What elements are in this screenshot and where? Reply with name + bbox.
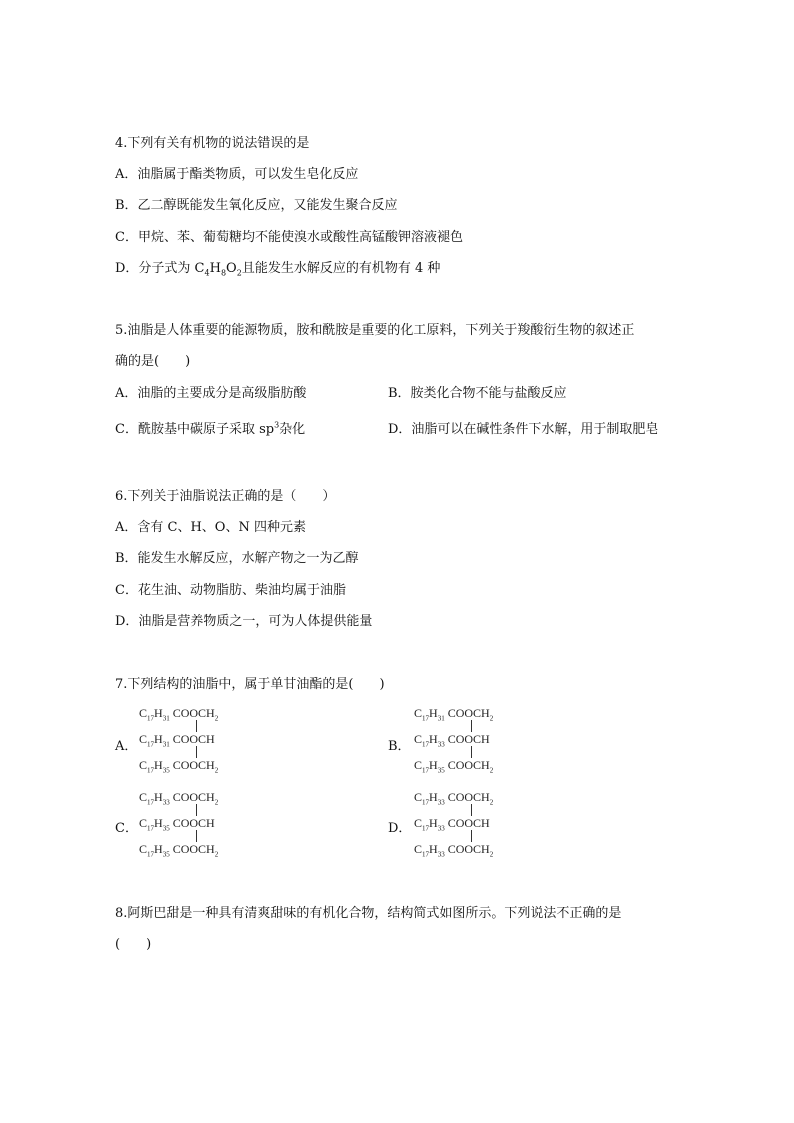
q6-option-c: C．花生油、动物脂肪、柴油均属于油脂 xyxy=(115,583,346,598)
q7-option-d-letter: D． xyxy=(388,821,412,836)
q4-stem: 4.下列有关有机物的说法错误的是 xyxy=(115,136,310,151)
q6-stem: 6.下列关于油脂说法正确的是（ ） xyxy=(115,489,336,504)
q4-option-a: A．油脂属于酯类物质，可以发生皂化反应 xyxy=(115,167,359,182)
q6-option-a: A．含有 C、H、O、N 四种元素 xyxy=(115,520,306,535)
q7-option-c-letter: C． xyxy=(115,821,138,836)
q7-option-d-formula: $C_{17}H_{33}$ $COOCH_2$ $C_{17}H_{33}$ COOCH $C_{17}H_{33}$ $COOCH_2$ xyxy=(414,790,494,859)
q5-option-d: D．油脂可以在碱性条件下水解，用于制取肥皂 xyxy=(388,422,659,437)
q5-stem-line2: 确的是( ) xyxy=(115,354,191,369)
q5-option-c: C．酰胺基中碳原子采取 $sp^3$杂化 xyxy=(115,420,306,437)
q7-option-a-formula: $C_{17}H_{31}$ $COOCH_2$ $C_{17}H_{31}$ COOCH $C_{17}H_{35}$ $COOCH_2$ xyxy=(139,706,219,775)
q5-option-a: A．油脂的主要成分是高级脂肪酸 xyxy=(115,386,307,401)
q8-stem-line2: ( ) xyxy=(115,937,152,952)
q4-option-c: C．甲烷、苯、葡萄糖均不能使溴水或酸性高锰酸钾溶液褪色 xyxy=(115,230,463,245)
q4-option-d: D．分子式为 $C_4H_8O_2$且能发生水解反应的有机物有 4 种 xyxy=(115,261,441,278)
q5-stem-line1: 5.油脂是人体重要的能源物质，胺和酰胺是重要的化工原料，下列关于羧酸衍生物的叙述正 xyxy=(115,323,635,338)
q8-stem-line1: 8.阿斯巴甜是一种具有清爽甜味的有机化合物，结构简式如图所示。下列说法不正确的是 xyxy=(115,906,622,921)
q7-stem: 7.下列结构的油脂中，属于单甘油酯的是( ) xyxy=(115,677,385,692)
q7-option-a-letter: A． xyxy=(115,739,138,754)
q4-option-b: B．乙二醇既能发生氧化反应，又能发生聚合反应 xyxy=(115,198,398,213)
q7-option-b-formula: $C_{17}H_{31}$ $COOCH_2$ $C_{17}H_{33}$ COOCH $C_{17}H_{35}$ $COOCH_2$ xyxy=(414,706,494,775)
q6-option-d: D．油脂是营养物质之一，可为人体提供能量 xyxy=(115,614,373,629)
q6-option-b: B．能发生水解反应，水解产物之一为乙醇 xyxy=(115,551,359,566)
q7-option-c-formula: $C_{17}H_{33}$ $COOCH_2$ $C_{17}H_{35}$ COOCH $C_{17}H_{35}$ $COOCH_2$ xyxy=(139,790,219,859)
q5-option-b: B．胺类化合物不能与盐酸反应 xyxy=(388,386,567,401)
q7-option-b-letter: B． xyxy=(388,739,411,754)
